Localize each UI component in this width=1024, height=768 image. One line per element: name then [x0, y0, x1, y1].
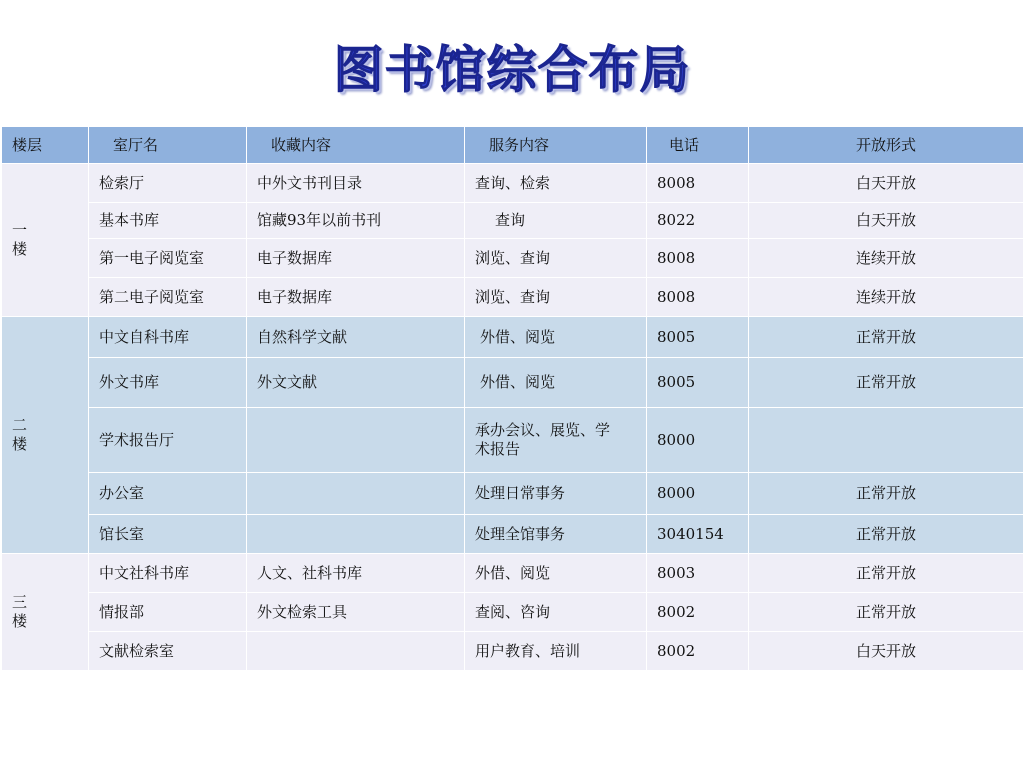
collection-cell: 外文文献: [247, 358, 465, 408]
open-cell: 正常开放: [749, 515, 1024, 554]
floor-label-2-line2: 楼: [12, 435, 28, 453]
table-row: [2, 239, 1024, 278]
room-cell: 基本书库: [89, 203, 247, 239]
floor-label-3: [2, 554, 89, 671]
open-cell: 正常开放: [749, 593, 1024, 632]
collection-cell: [247, 632, 465, 671]
table-header-row: [2, 127, 1024, 164]
open-cell: 白天开放: [749, 164, 1024, 203]
service-cell: 外借、阅览: [465, 317, 647, 358]
service-cell: 查询、检索: [465, 164, 647, 203]
floor-label-1: [2, 164, 89, 317]
service-cell: 用户教育、培训: [465, 632, 647, 671]
header-open: 开放形式: [749, 127, 1024, 164]
phone-cell: 8008: [647, 278, 749, 317]
header-collection: 收藏内容: [247, 127, 465, 164]
collection-cell: 电子数据库: [247, 239, 465, 278]
header-floor: 楼层: [2, 127, 89, 164]
table-row: [2, 554, 1024, 593]
floor-label-1-line1: 一: [12, 221, 28, 239]
collection-cell: [247, 408, 465, 473]
header-room: 室厅名: [89, 127, 247, 164]
phone-cell: 8000: [647, 408, 749, 473]
collection-cell: 外文检索工具: [247, 593, 465, 632]
service-cell: 查询: [465, 203, 647, 239]
service-cell: [465, 408, 647, 473]
table-row: [2, 473, 1024, 515]
phone-cell: 8008: [647, 164, 749, 203]
open-cell: 连续开放: [749, 239, 1024, 278]
phone-cell: 3040154: [647, 515, 749, 554]
floor-label-3-line2: 楼: [12, 612, 28, 630]
collection-cell: [247, 473, 465, 515]
service-cell: 外借、阅览: [465, 554, 647, 593]
service-cell: 处理日常事务: [465, 473, 647, 515]
room-cell: 馆长室: [89, 515, 247, 554]
collection-cell: 电子数据库: [247, 278, 465, 317]
table-row: [2, 593, 1024, 632]
service-line-2: 术报告: [475, 440, 521, 458]
phone-cell: 8002: [647, 593, 749, 632]
open-cell: 白天开放: [749, 632, 1024, 671]
service-cell: 浏览、查询: [465, 278, 647, 317]
floor-label-1-line2: 楼: [12, 240, 28, 258]
room-cell: 第二电子阅览室: [89, 278, 247, 317]
table-row: [2, 278, 1024, 317]
floor-label-3-line1: 三: [12, 593, 28, 611]
room-cell: 中文自科书库: [89, 317, 247, 358]
collection-cell: 人文、社科书库: [247, 554, 465, 593]
table-row: [2, 515, 1024, 554]
open-cell: 正常开放: [749, 317, 1024, 358]
open-cell: [749, 408, 1024, 473]
collection-cell: [247, 515, 465, 554]
phone-cell: 8005: [647, 358, 749, 408]
floor-label-2-line1: 二: [12, 416, 28, 434]
phone-cell: 8000: [647, 473, 749, 515]
open-cell: 正常开放: [749, 554, 1024, 593]
room-cell: 第一电子阅览室: [89, 239, 247, 278]
room-cell: 情报部: [89, 593, 247, 632]
phone-cell: 8002: [647, 632, 749, 671]
service-cell: 查阅、咨询: [465, 593, 647, 632]
open-cell: 正常开放: [749, 473, 1024, 515]
phone-cell: 8008: [647, 239, 749, 278]
table-row: [2, 408, 1024, 473]
service-cell: 外借、阅览: [465, 358, 647, 408]
room-cell: 外文书库: [89, 358, 247, 408]
floor-label-2: [2, 317, 89, 554]
open-cell: 正常开放: [749, 358, 1024, 408]
table-row: [2, 164, 1024, 203]
table-row: [2, 358, 1024, 408]
table-row: [2, 203, 1024, 239]
collection-cell: 自然科学文献: [247, 317, 465, 358]
phone-cell: 8005: [647, 317, 749, 358]
room-cell: 中文社科书库: [89, 554, 247, 593]
open-cell: 白天开放: [749, 203, 1024, 239]
library-layout-table: [1, 126, 1024, 671]
service-cell: 处理全馆事务: [465, 515, 647, 554]
room-cell: 检索厅: [89, 164, 247, 203]
header-service: 服务内容: [465, 127, 647, 164]
room-cell: 学术报告厅: [89, 408, 247, 473]
collection-cell: 中外文书刊目录: [247, 164, 465, 203]
table-row: [2, 632, 1024, 671]
phone-cell: 8022: [647, 203, 749, 239]
room-cell: 办公室: [89, 473, 247, 515]
collection-cell: 馆藏93年以前书刊: [247, 203, 465, 239]
phone-cell: 8003: [647, 554, 749, 593]
room-cell: 文献检索室: [89, 632, 247, 671]
service-line-1: 承办会议、展览、学: [475, 421, 611, 439]
page-title: 图书馆综合布局: [333, 41, 691, 99]
table-row: [2, 317, 1024, 358]
service-cell: 浏览、查询: [465, 239, 647, 278]
open-cell: 连续开放: [749, 278, 1024, 317]
header-phone: 电话: [647, 127, 749, 164]
